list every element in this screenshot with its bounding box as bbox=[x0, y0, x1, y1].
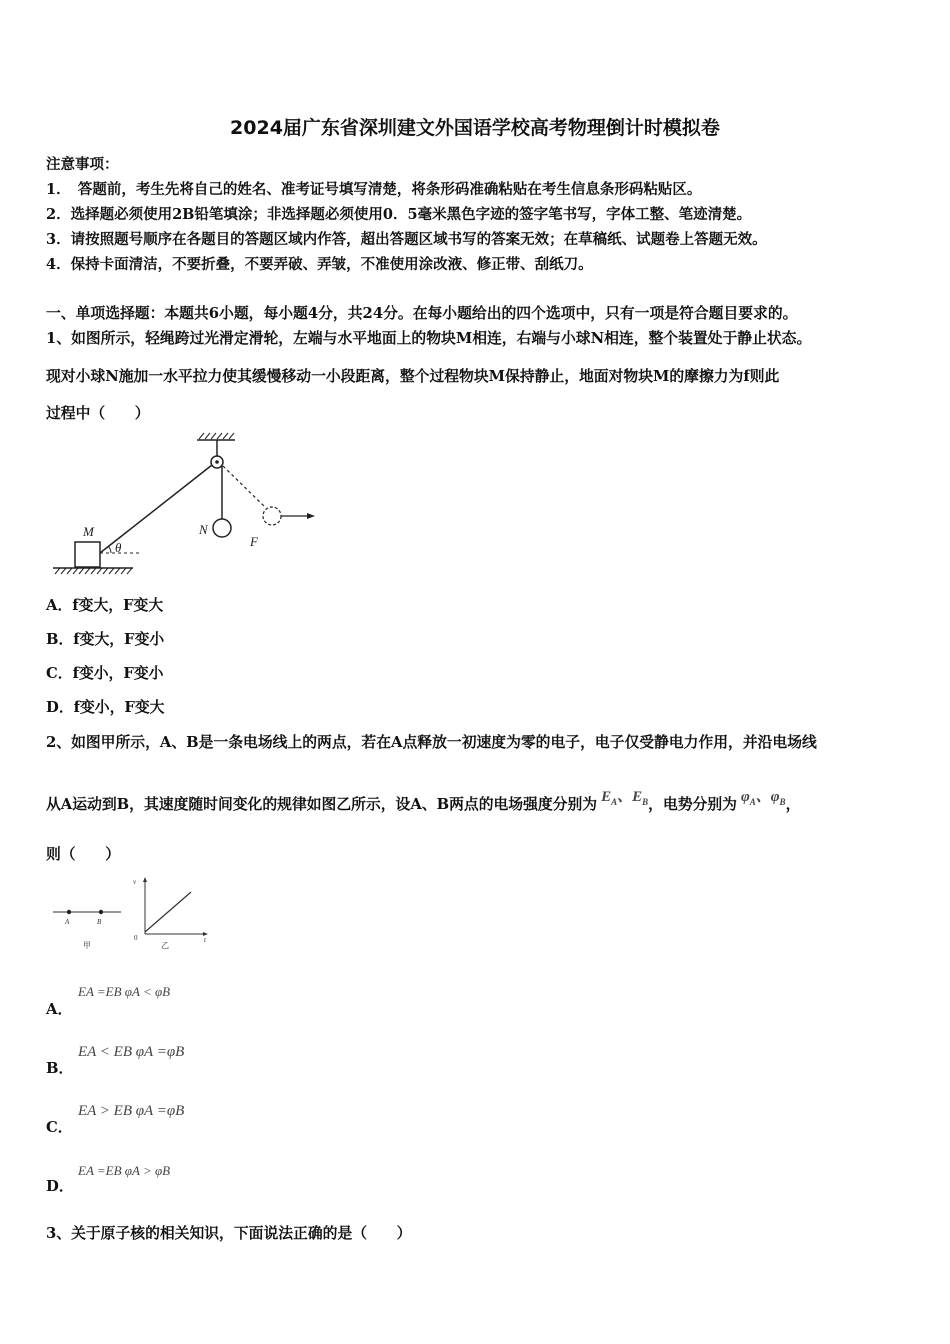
label-yi: 乙 bbox=[161, 941, 169, 950]
q2-option-d-formula: EA =EB φA > φB bbox=[78, 1163, 171, 1178]
label-B: B bbox=[97, 918, 102, 926]
section-heading: 一、单项选择题：本题共6小题，每小题4分，共24分。在每小题给出的四个选项中，只有一项是符合题目要求的。 bbox=[46, 305, 798, 322]
q1-option-c[interactable]: C．f变小，F变小 bbox=[46, 665, 164, 682]
q1-line1: 1、如图所示，轻绳跨过光滑定滑轮，左端与水平地面上的物块M相连，右端与小球N相连，整个装置处于静止状态。 bbox=[46, 330, 812, 347]
q2-option-a-label[interactable]: A． bbox=[46, 1001, 73, 1018]
q1-option-b[interactable]: B．f变大，F变小 bbox=[46, 631, 165, 648]
notice-item-1: 1． 答题前，考生先将自己的姓名、准考证号填写清楚，将条形码准确粘贴在考生信息条形码粘贴区。 bbox=[46, 181, 702, 198]
q1-option-a[interactable]: A．f变大，F变大 bbox=[46, 597, 164, 614]
q2-line2-end: ， bbox=[785, 796, 801, 813]
q2-line3: 则（ ） bbox=[46, 846, 120, 863]
q2-line2-text: 从A运动到B，其速度随时间变化的规律如图乙所示，设A、B两点的电场强度分别为 bbox=[46, 796, 598, 813]
label-theta: θ bbox=[115, 540, 122, 555]
page-title: 2024届广东省深圳建文外国语学校高考物理倒计时模拟卷 bbox=[230, 117, 720, 139]
notice-item-4: 4．保持卡面清洁，不要折叠，不要弄破、弄皱，不准使用涂改液、修正带、刮纸刀。 bbox=[46, 256, 593, 273]
q2-phiB: $\varphi_B$ bbox=[770, 789, 786, 807]
notice-item-2: 2．选择题必须使用2B铅笔填涂；非选择题必须使用0．5毫米黑色字迹的签字笔书写，字体工整、笔迹清楚。 bbox=[46, 206, 752, 223]
q3-line1: 3、关于原子核的相关知识，下面说法正确的是（ ） bbox=[46, 1225, 412, 1242]
q2-option-b-label[interactable]: B． bbox=[46, 1060, 74, 1077]
label-origin: 0 bbox=[134, 934, 138, 942]
q2-separator-1: 、 bbox=[617, 789, 633, 805]
notice-item-3: 3．请按照题号顺序在各题目的答题区域内作答，超出答题区域书写的答案无效；在草稿纸、试题卷上答题无效。 bbox=[46, 231, 767, 248]
q1-line3: 过程中（ ） bbox=[46, 405, 150, 422]
q2-separator-2: 、 bbox=[755, 789, 771, 805]
q2-option-b-formula: EA < EB φA =φB bbox=[78, 1044, 185, 1060]
q1-line2: 现对小球N施加一水平拉力使其缓慢移动一小段距离，整个过程物块M保持静止，地面对物块M的摩擦力为f则此 bbox=[46, 368, 780, 385]
notice-heading: 注意事项： bbox=[46, 156, 119, 173]
q1-pulley-figure bbox=[45, 430, 325, 580]
q1-option-d[interactable]: D．f变小，F变大 bbox=[46, 699, 165, 716]
label-t: t bbox=[204, 936, 206, 944]
label-jia: 甲 bbox=[83, 941, 91, 950]
q2-phiA: $\varphi_A$ bbox=[740, 789, 756, 807]
q2-option-a-formula: EA =EB φA < φB bbox=[78, 984, 171, 999]
label-M: M bbox=[83, 524, 94, 539]
q2-option-c-formula: EA > EB φA =φB bbox=[78, 1103, 185, 1119]
q2-option-d-label[interactable]: D． bbox=[46, 1178, 74, 1195]
q2-EA: $E_A$ bbox=[601, 789, 618, 807]
q2-line2 bbox=[46, 789, 801, 815]
label-A: A bbox=[65, 918, 70, 926]
q2-EB: $E_B$ bbox=[632, 789, 649, 807]
q2-figures bbox=[45, 870, 220, 955]
label-v: v bbox=[133, 878, 137, 886]
q2-line2-mid: ，电势分别为 bbox=[648, 796, 737, 813]
label-F: F bbox=[250, 534, 258, 549]
q2-option-c-label[interactable]: C． bbox=[46, 1119, 73, 1136]
q2-line1: 2、如图甲所示，A、B是一条电场线上的两点，若在A点释放一初速度为零的电子，电子仅受静电力作用，并沿电场线 bbox=[46, 734, 817, 751]
label-N: N bbox=[199, 522, 208, 537]
